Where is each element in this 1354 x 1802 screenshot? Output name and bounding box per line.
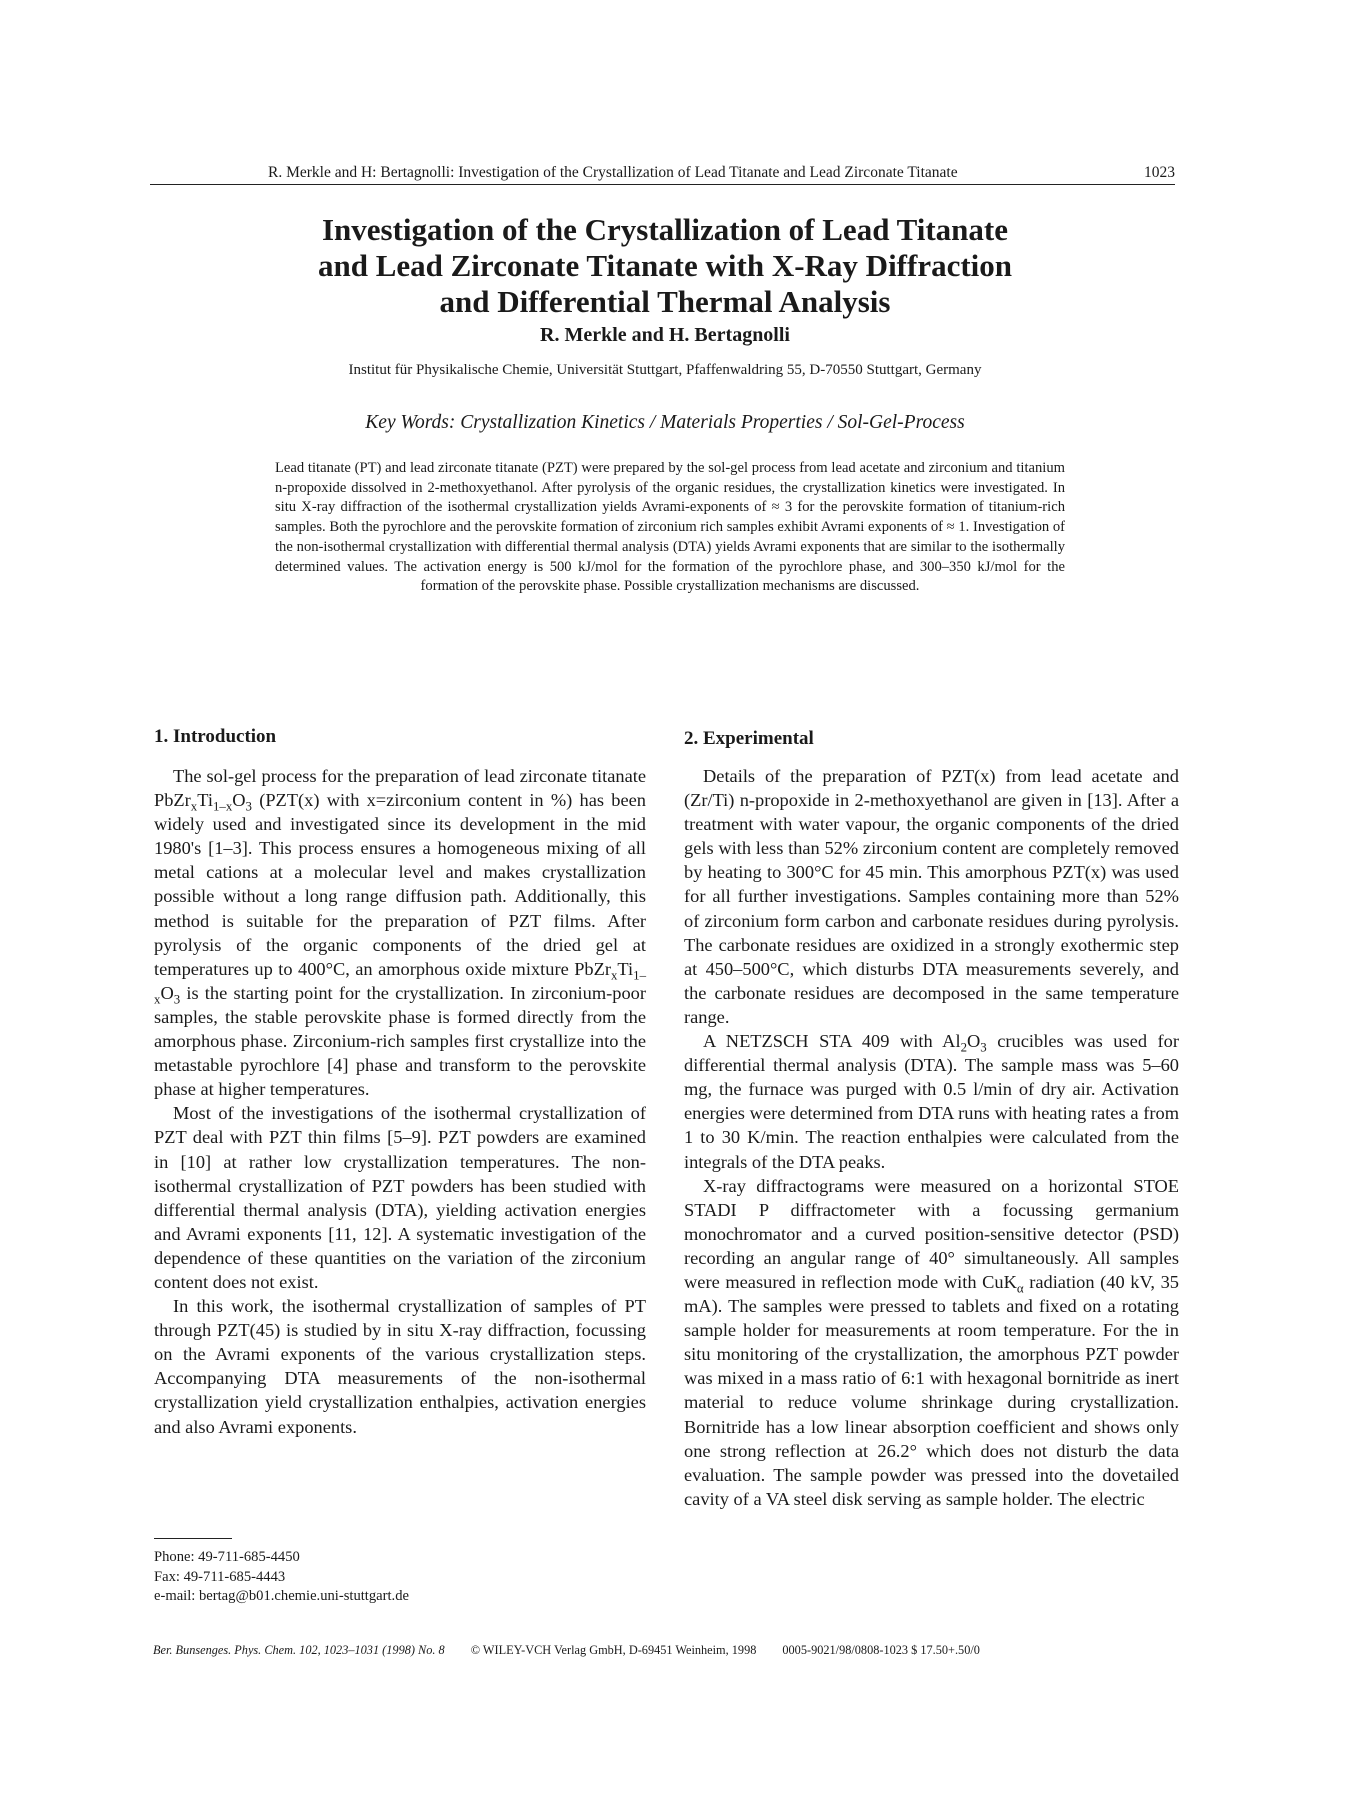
exp-paragraph-1: Details of the preparation of PZT(x) from lead acetate and (Zr/Ti) n-propoxide in 2-methoxyethanol are given in [13]. After a treatment with water vapour, the organic components of the dried gels with less than 52% zirconium content are completely removed by heating to 300°C for 45 min. This amorphous PZT(x) was used for all further investigations. Samples containing more than 52% of zirconium form carbon and carbonate residues during pyrolysis. The carbonate residues are oxidized in a strongly exothermic step at 450–500°C, which disturbs DTA measurements severely, and the carbonate residues are decomposed in the same temperature range.: [684, 766, 1179, 1027]
footnote-divider: [154, 1538, 232, 1539]
exp-paragraph-3: X-ray diffractograms were measured on a horizontal STOE STADI P diffractometer with a focussing germanium monochromator and a curved position-sensitive detector (PSD) recording an angular range of 40° simultaneously. All samples were measured in reflection mode with CuK$_\alpha$ radiation (40 kV, 35 mA). The samples were pressed to tablets and fixed on a rotating sample holder for measurements at room temperature. For the in situ monitoring of the crystallization, the amorphous PZT powder was mixed in a mass ratio of 6:1 with hexagonal bornitride as inert material to reduce volume shrinkage during crystallization. Bornitride has a low linear absorption coefficient and shows only one strong reflection at 26.2° which does not disturb the data evaluation. The sample powder was pressed into the dovetailed cavity of a VA steel disk serving as sample holder. The electric: [684, 1175, 1179, 1509]
keywords: Key Words: Crystallization Kinetics / Materials Properties / Sol-Gel-Process: [365, 412, 965, 433]
experimental-body: [684, 764, 1179, 1511]
article-title: [150, 212, 1180, 320]
footer-journal: Ber. Bunsenges. Phys. Chem. 102, 1023–1031 (1998) No. 8: [153, 1643, 445, 1657]
authors: R. Merkle and H. Bertagnolli: [540, 324, 790, 346]
abstract: Lead titanate (PT) and lead zirconate titanate (PZT) were prepared by the sol-gel process from lead acetate and zirconium and titanium n-propoxide dissolved in 2-methoxyethanol. After pyrolysis of the organic residues, the crystallization kinetics were investigated. In situ X-ray diffraction of the isothermal crystallization yields Avrami-exponents of ≈ 3 for the perovskite formation of titanium-rich samples. Both the pyrochlore and the perovskite formation of zirconium rich samples exhibit Avrami exponents of ≈ 1. Investigation of the non-isothermal crystallization with differential thermal analysis (DTA) yields Avrami exponents that are similar to the isothermally determined values. The activation energy is 500 kJ/mol for the formation of the pyrochlore phase, and 300–350 kJ/mol for the formation of the perovskite phase. Possible crystallization mechanisms are discussed.: [275, 460, 1065, 595]
title-line-3: and Differential Thermal Analysis: [439, 284, 891, 319]
footer-code: 0005-9021/98/0808-1023 $ 17.50+.50/0: [782, 1643, 980, 1657]
footer-publisher: © WILEY-VCH Verlag GmbH, D-69451 Weinheim, 1998: [470, 1643, 757, 1657]
footnote-email: e-mail: bertag@b01.chemie.uni-stuttgart.de: [154, 1588, 409, 1604]
page-number: 1023: [1144, 164, 1175, 181]
exp-paragraph-2: A NETZSCH STA 409 with $Al_2O_3$ crucibles was used for differential thermal analysis (DTA). The sample mass was 5–60 mg, the furnace was purged with 0.5 l/min of dry air. Activation energies were determined from DTA runs with heating rates a from 1 to 30 K/min. The reaction enthalpies were calculated from the integrals of the DTA peaks.: [684, 1031, 1179, 1172]
affiliation: Institut für Physikalische Chemie, Universität Stuttgart, Pfaffenwaldring 55, D-70550 Stuttgart, Germany: [348, 362, 982, 378]
intro-paragraph-2: Most of the investigations of the isothermal crystallization of PZT deal with PZT thin films [5–9]. PZT powders are examined in [10] at rather low crystallization temperatures. The non-isothermal crystallization of PZT powders has been studied with differential thermal analysis (DTA), yielding activation energies and Avrami exponents [11, 12]. A systematic investigation of the dependence of these quantities on the variation of the zirconium content does not exist.: [154, 1103, 646, 1292]
running-head-text: R. Merkle and H: Bertagnolli: Investigation of the Crystallization of Lead Titanate and Lead Zirconate Titanate: [268, 164, 958, 181]
title-line-2: and Lead Zirconate Titanate with X-Ray Diffraction: [317, 248, 1013, 283]
intro-paragraph-1: The sol-gel process for the preparation of lead zirconate titanate $PbZr_xTi_{1-x}O_3$ (PZT(x) with x=zirconium content in %) has been widely used and investigated since its development in the mid 1980's [1–3]. This process ensures a homogeneous mixing of all metal cations at a molecular level and makes crystallization possible without a long range diffusion path. Additionally, this method is suitable for the preparation of PZT films. After pyrolysis of the organic components of the dried gel at temperatures up to 400°C, an amorphous oxide mixture $PbZr_xTi_{1-x}O_3$ is the starting point for the crystallization. In zirconium-poor samples, the stable perovskite phase is formed directly from the amorphous phase. Zirconium-rich samples first crystallize into the metastable pyrochlore [4] phase and transform to the perovskite phase at higher temperatures.: [154, 766, 646, 1100]
section-heading-experimental: 2. Experimental: [684, 728, 814, 749]
page-footer: [153, 1643, 1183, 1658]
footnote-fax: Fax: 49-711-685-4443: [154, 1568, 286, 1585]
introduction-body: [154, 764, 646, 1439]
section-heading-introduction: 1. Introduction: [154, 726, 277, 747]
footnote-phone: Phone: 49-711-685-4450: [154, 1549, 300, 1565]
footnote: [154, 1548, 409, 1607]
running-head: [150, 164, 1175, 185]
intro-paragraph-3: In this work, the isothermal crystallization of samples of PT through PZT(45) is studied by in situ X-ray diffraction, focussing on the Avrami exponents of the various crystallization steps. Accompanying DTA measurements of the non-isothermal crystallization yield crystallization enthalpies, activation energies and also Avrami exponents.: [154, 1296, 646, 1437]
title-line-1: Investigation of the Crystallization of Lead Titanate: [321, 212, 1008, 247]
